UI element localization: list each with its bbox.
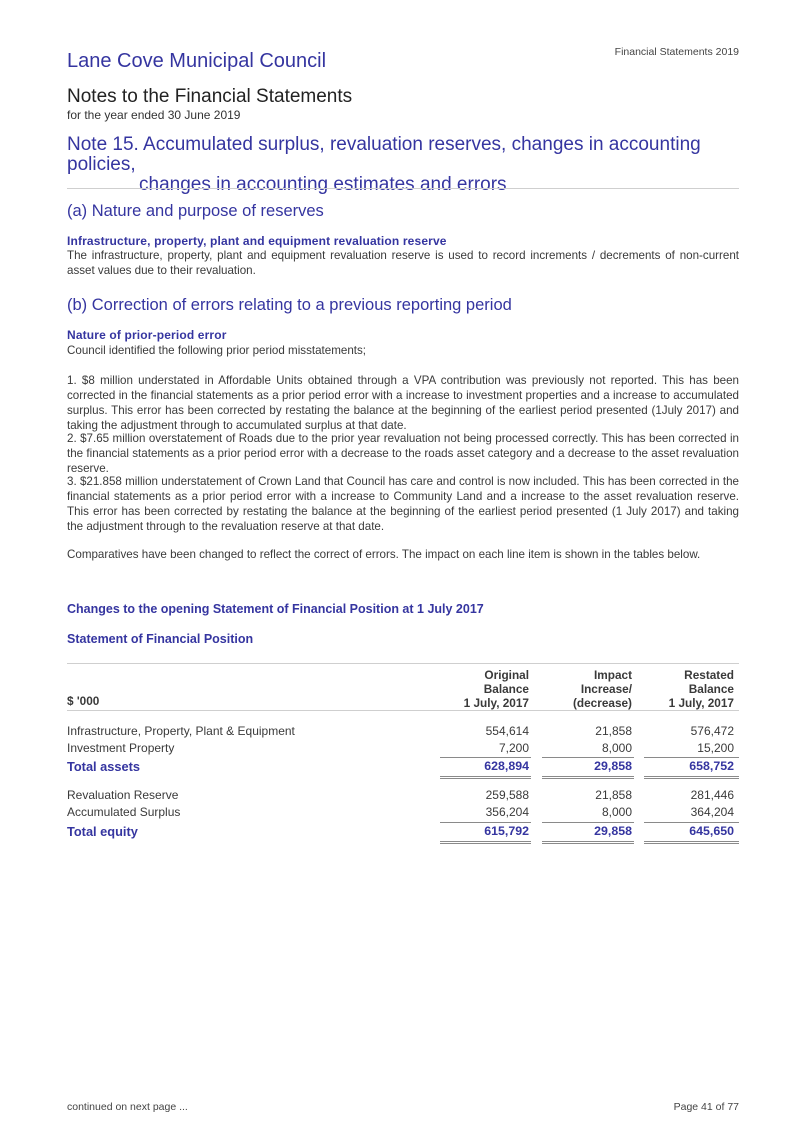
table-title: Changes to the opening Statement of Financial Position at 1 July 2017 (67, 602, 484, 616)
column-header-impact-line2: Increase/ (580, 682, 632, 696)
row-label: Investment Property (67, 741, 175, 755)
double-underline (542, 841, 634, 844)
cell-restated: 645,650 (689, 824, 734, 838)
section-a-subheading: Infrastructure, property, plant and equipment revaluation reserve (67, 234, 447, 248)
row-label: Infrastructure, Property, Plant & Equipment (67, 724, 295, 738)
table-row (67, 741, 739, 757)
document-page (67, 0, 739, 1141)
section-b-intro: Council identified the following prior period misstatements; (67, 344, 367, 357)
double-underline (644, 776, 739, 779)
column-header-original-line1: Original (484, 668, 529, 682)
total-topline (440, 757, 531, 758)
column-header-restated-line2: Balance (688, 682, 734, 696)
heading-divider (67, 188, 739, 189)
organisation-name: Lane Cove Municipal Council (67, 50, 327, 72)
double-underline (440, 841, 531, 844)
page-number: Page 41 of 77 (673, 1101, 739, 1113)
total-topline (644, 757, 739, 758)
note-heading-line1: Note 15. Accumulated surplus, revaluation reserves, changes in accounting policies, (67, 134, 701, 175)
total-topline (542, 822, 634, 823)
cell-original: 554,614 (485, 724, 529, 738)
section-b-closing: Comparatives have been changed to reflect the correct of errors. The impact on each line item is shown in the tables below. (67, 548, 701, 561)
double-underline (542, 776, 634, 779)
column-header-original-line2: Balance (483, 682, 529, 696)
cell-impact: 8,000 (601, 741, 632, 755)
total-topline (440, 822, 531, 823)
column-header-original (464, 668, 529, 710)
note-heading (67, 135, 739, 195)
column-header-restated-line3: 1 July, 2017 (668, 696, 734, 710)
cell-impact: 29,858 (594, 824, 632, 838)
cell-restated: 658,752 (689, 759, 734, 773)
unit-label: $ '000 (67, 694, 100, 708)
cell-restated: 576,472 (690, 724, 734, 738)
row-label: Revaluation Reserve (67, 788, 179, 802)
column-header-original-line3: 1 July, 2017 (463, 696, 529, 710)
cell-impact: 21,858 (595, 788, 632, 802)
period-subtitle: for the year ended 30 June 2019 (67, 108, 241, 122)
table-header-bottom-rule (67, 710, 739, 711)
continued-note: continued on next page ... (67, 1101, 188, 1113)
cell-original: 7,200 (498, 741, 529, 755)
error-item-2: 2. $7.65 million overstatement of Roads due to the prior year revaluation not being processed correctly. This has been corrected in the financial statements as a prior period error with a decrease to the roads asset category and a decrease to the asset revaluation reserve. (67, 432, 739, 475)
double-underline (644, 841, 739, 844)
total-topline (542, 757, 634, 758)
cell-original: 259,588 (485, 788, 529, 802)
total-row (67, 824, 739, 840)
total-row (67, 759, 739, 775)
error-item-1: 1. $8 million understated in Affordable Units obtained through a VPA contribution was previously not reported. This has been corrected in the financial statements as a prior period error with a increase to investment properties and a increase to accumulated surplus. This error has been corrected by restating the balance at the beginning of the earliest period presented (1July 2017) and taking the adjustment through to accumulated surplus at that date. (67, 374, 739, 432)
cell-restated: 15,200 (697, 741, 734, 755)
table-subtitle: Statement of Financial Position (67, 632, 254, 646)
cell-impact: 29,858 (594, 759, 632, 773)
cell-original: 628,894 (484, 759, 529, 773)
cell-original: 615,792 (484, 824, 529, 838)
column-header-impact-line1: Impact (593, 668, 632, 682)
report-label: Financial Statements 2019 (614, 46, 739, 58)
row-label: Accumulated Surplus (67, 805, 181, 819)
section-a-title: (a) Nature and purpose of reserves (67, 202, 324, 220)
table-row (67, 788, 739, 804)
note-heading-line2: changes in accounting estimates and errors (139, 174, 507, 195)
table-row (67, 805, 739, 821)
section-a-text: The infrastructure, property, plant and equipment revaluation reserve is used to record increments / decrements of non-current asset values due to their revaluation. (67, 249, 739, 277)
cell-original: 356,204 (485, 805, 529, 819)
cell-impact: 8,000 (601, 805, 632, 819)
table-row (67, 724, 739, 740)
cell-restated: 281,446 (690, 788, 734, 802)
column-header-restated-line1: Restated (684, 668, 734, 682)
table-header-top-rule (67, 663, 739, 664)
cell-restated: 364,204 (690, 805, 734, 819)
error-item-3: 3. $21.858 million understatement of Crown Land that Council has care and control is now included. This has been corrected in the financial statements as a prior period error with a increase to Community Land and a increase to the asset revaluation reserve. This error has been corrected by restating the balance at the beginning of the earliest period presented (1 July 2017) and taking the adjustment through to the revaluation reserve at that date. (67, 475, 739, 533)
column-header-impact (573, 668, 632, 710)
total-label: Total assets (67, 759, 141, 774)
total-label: Total equity (67, 824, 138, 839)
column-header-impact-line3: (decrease) (572, 696, 632, 710)
page-title: Notes to the Financial Statements (67, 86, 353, 107)
section-b-subheading: Nature of prior-period error (67, 328, 227, 342)
double-underline (440, 776, 531, 779)
section-b-title: (b) Correction of errors relating to a previous reporting period (67, 296, 512, 314)
cell-impact: 21,858 (595, 724, 632, 738)
column-header-restated (669, 668, 734, 710)
total-topline (644, 822, 739, 823)
